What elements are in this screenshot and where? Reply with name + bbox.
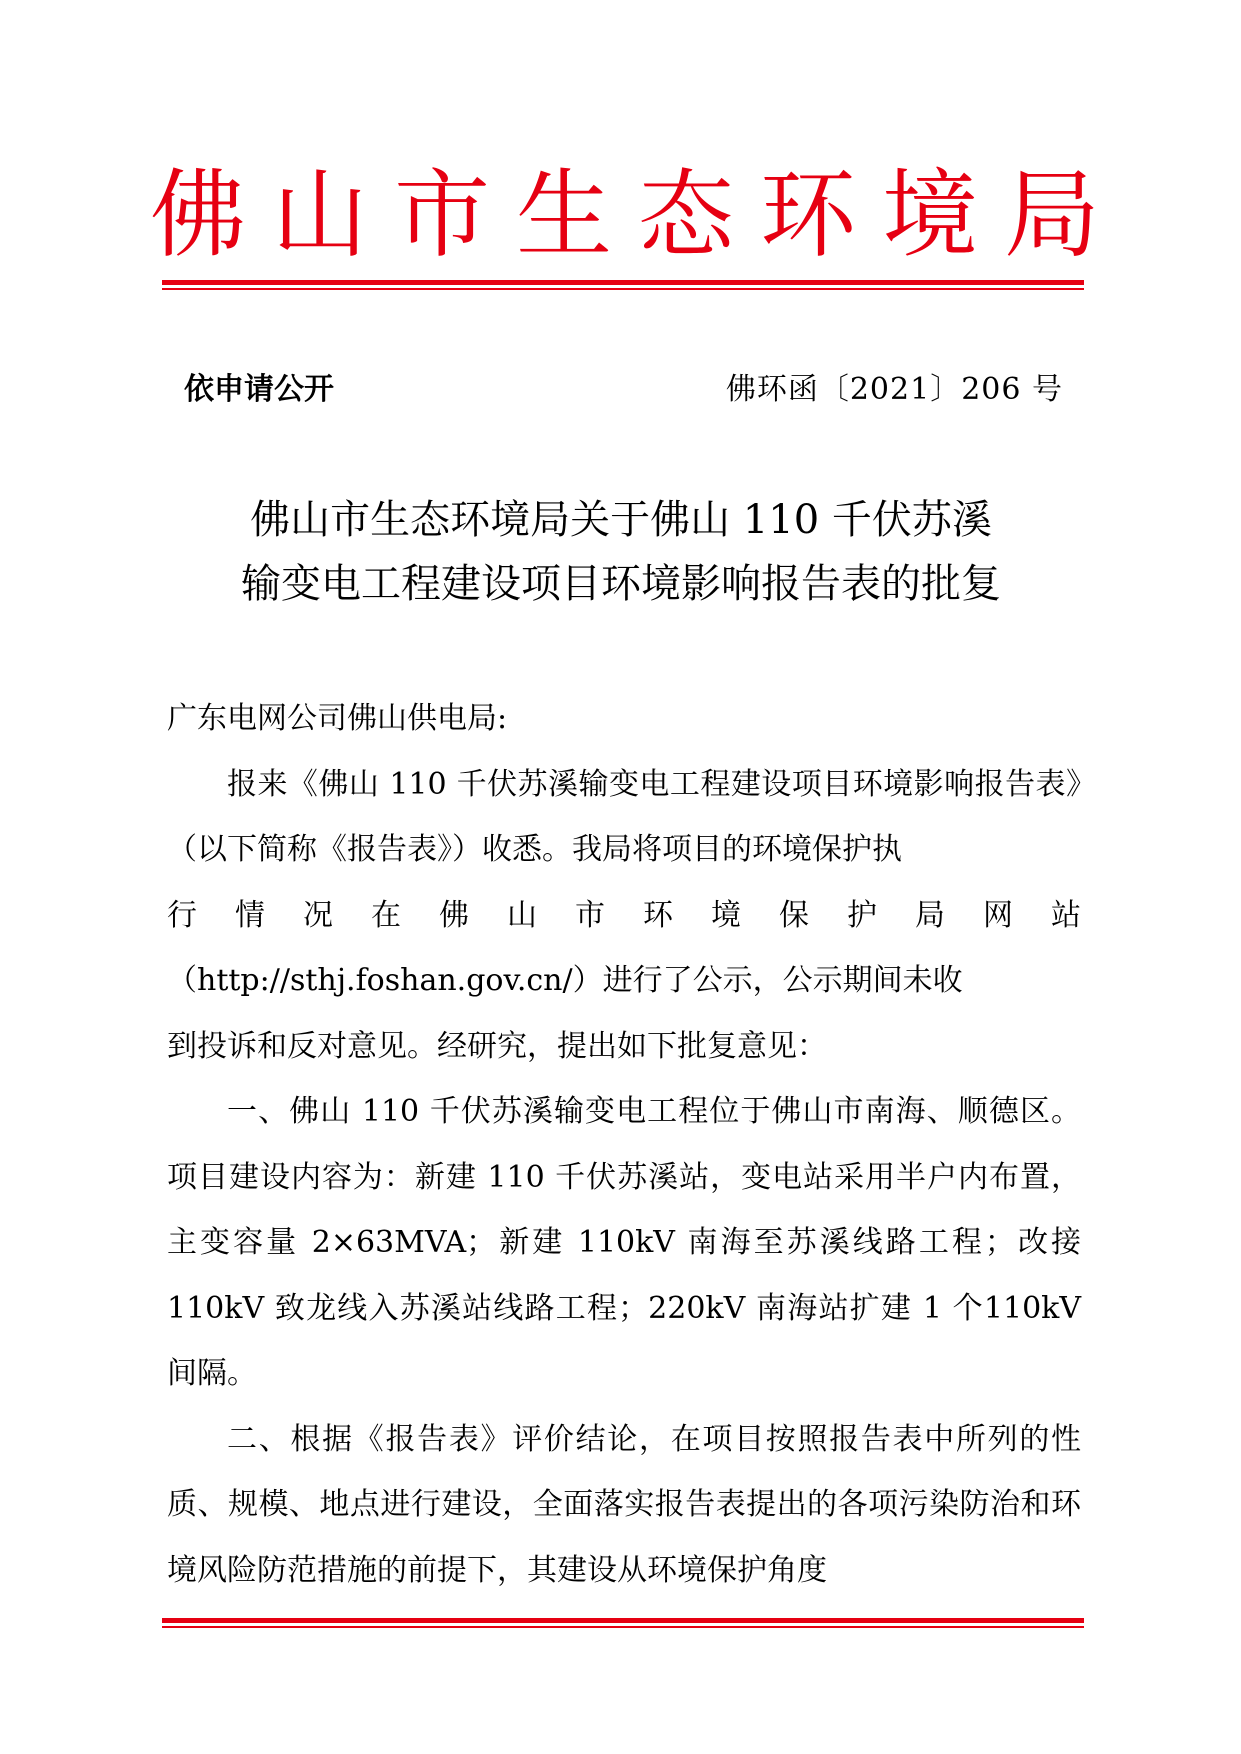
paragraph-1-line-5: 到投诉和反对意见。经研究，提出如下批复意见： — [167, 1028, 827, 1064]
paragraph-2-line-1: 一、佛山 110 千伏苏溪输变电工程位于佛山市南海、顺德 — [227, 1094, 1020, 1129]
paragraph-1-spaced-line: 行 情 况 在 佛 山 市 环 境 保 护 局 网 站 — [167, 897, 1081, 933]
paragraph-2-line-2: 区。项目建设内容为：新建 110 千伏苏溪站，变电站采用半户 — [167, 1094, 1082, 1195]
masthead-char: 境 — [882, 159, 978, 271]
paragraph-2-line-3: 内布置，主变容量 2×63MVA；新建 110kV 南海至苏溪线路工程； — [167, 1159, 1081, 1260]
addressee: 广东电网公司佛山供电局: — [167, 701, 508, 736]
masthead-char: 态 — [638, 159, 734, 271]
paragraph-1-line-2: 告表》（以下简称《报告表》）收悉。我局将项目的环境保护执 — [167, 766, 1081, 867]
header-divider-thin — [162, 288, 1084, 290]
masthead-char: 佛 — [150, 159, 246, 271]
masthead-char: 山 — [272, 159, 368, 271]
header-divider-thick — [162, 280, 1084, 285]
disclosure-label: 依申请公开 — [184, 372, 334, 407]
title-line-1: 佛山市生态环境局关于佛山 110 千伏苏溪 — [250, 497, 992, 543]
paragraph-2 — [167, 1079, 1081, 1407]
header-divider — [162, 280, 1084, 290]
masthead-char: 市 — [394, 159, 490, 271]
masthead-char: 局 — [1004, 159, 1100, 271]
document-title — [150, 488, 1092, 616]
paragraph-3-line-3: 染防治和环境风险防范措施的前提下，其建设从环境保护角度 — [167, 1487, 1082, 1588]
document-body — [167, 686, 1081, 1603]
paragraph-2-line-4: 改接 110kV 致龙线入苏溪站线路工程；220kV 南海站扩建 1 个 — [167, 1225, 1082, 1326]
masthead-char: 环 — [760, 159, 856, 271]
footer-divider — [162, 1618, 1084, 1628]
title-line-2: 输变电工程建设项目环境影响报告表的批复 — [241, 561, 1001, 607]
paragraph-1-url-line: （http://sthj.foshan.gov.cn/）进行了公示，公示期间未收 — [167, 963, 963, 998]
footer-divider-thin — [162, 1626, 1084, 1628]
document-number: 佛环函〔2021〕206 号 — [725, 372, 1063, 407]
paragraph-1 — [167, 752, 1081, 883]
paragraph-3 — [167, 1407, 1081, 1604]
paragraph-3-line-1: 二、根据《报告表》评价结论，在项目按照报告表中所列 — [227, 1421, 1020, 1457]
masthead-char: 生 — [516, 159, 612, 271]
paragraph-1-line-1: 报来《佛山 110 千伏苏溪输变电工程建设项目环境影响报 — [227, 766, 1006, 802]
paragraph-3-line-2: 的性质、规模、地点进行建设，全面落实报告表提出的各项污 — [167, 1421, 1082, 1522]
footer-divider-thick — [162, 1618, 1084, 1623]
agency-masthead — [150, 150, 1100, 280]
paragraph-2-line-5: 110kV 间隔。 — [167, 1290, 1081, 1391]
